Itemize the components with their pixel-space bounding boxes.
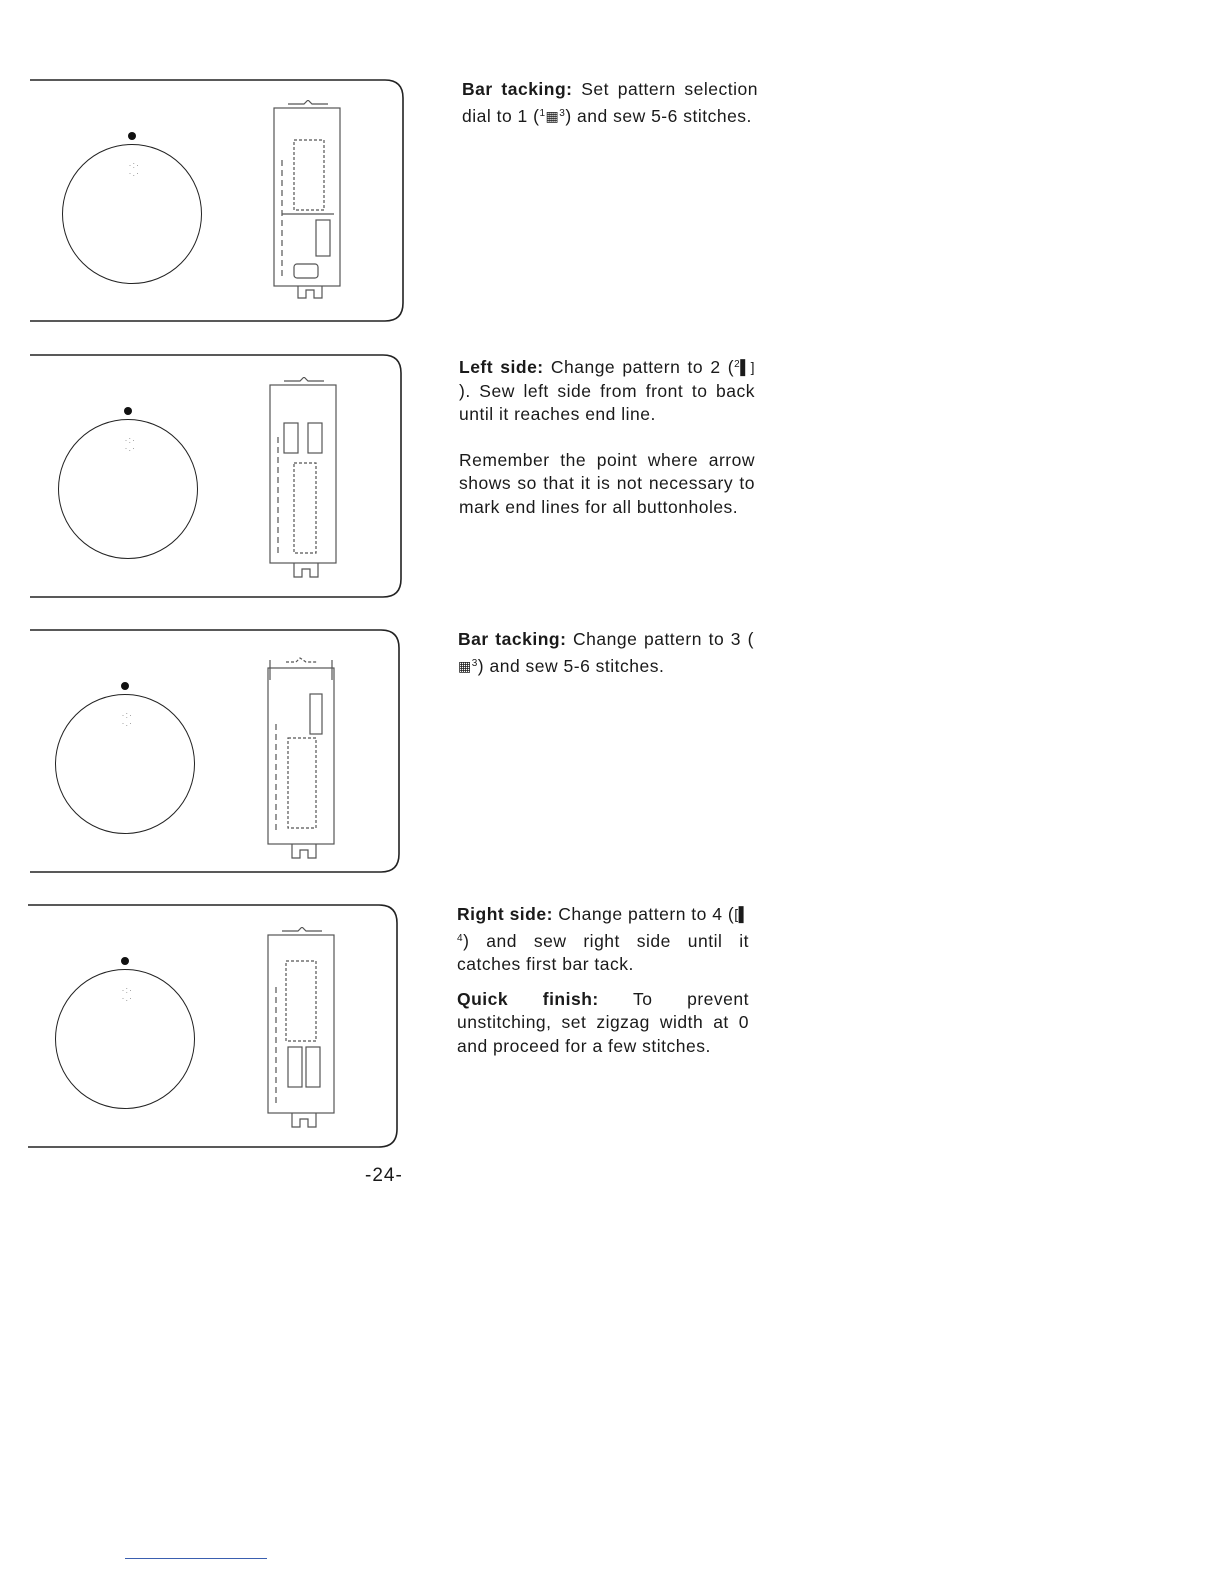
step-heading: Bar tacking:: [458, 629, 567, 649]
illustration-panel-4: [0, 903, 410, 1153]
indicator-dot: [128, 132, 136, 140]
buttonhole-foot-illustration: [262, 654, 342, 864]
dial-marks: ·:· ·.·: [128, 160, 141, 178]
pattern-symbol: ▦: [545, 107, 560, 124]
step-description-start: Change pattern to 4 (: [558, 904, 735, 924]
step-heading: Right side:: [457, 904, 553, 924]
step-description-end: ) and sew right side until it catches first bar tack.: [457, 930, 749, 974]
step-text-bar-tacking-2: [458, 628, 754, 700]
indicator-dot: [124, 407, 132, 415]
step-description-end: ) and sew 5-6 stitches.: [477, 655, 665, 676]
step-note: Remember the point where arrow shows so that it is not necessary to mark end lines for all buttonholes.: [459, 449, 755, 517]
step-heading: Bar tacking:: [462, 79, 573, 99]
quick-finish-heading: Quick finish:: [457, 988, 599, 1009]
step-description-end: ). Sew left side from front to back until it reaches end line.: [459, 380, 755, 424]
quick-finish-text: To prevent unstitching, set zigzag width at 0 and proceed for a few stitches.: [457, 988, 749, 1056]
buttonhole-foot-illustration: [268, 100, 348, 310]
pattern-prefix: 1: [539, 107, 546, 119]
pattern-symbol: [▌: [734, 906, 749, 922]
dial-marks: ·:· ·.·: [121, 985, 134, 1003]
pattern-dial: [55, 969, 195, 1109]
step-text-right-side: [457, 903, 749, 1080]
pattern-number: 4: [457, 932, 464, 944]
step-text-bar-tacking-1: [462, 78, 758, 150]
pattern-dial: [55, 694, 195, 834]
pattern-symbol: ▦: [458, 657, 472, 674]
step-description-end: ) and sew 5-6 stitches.: [565, 105, 752, 126]
buttonhole-foot-illustration: [262, 927, 342, 1137]
page-number: -24-: [365, 1165, 403, 1186]
step-heading: Left side:: [459, 357, 544, 377]
dial-marks: ·:· ·.·: [121, 710, 134, 728]
buttonhole-foot-illustration: [264, 377, 344, 587]
pattern-number: 3: [559, 107, 566, 119]
panel-frame: [0, 78, 410, 328]
footer-rule: [125, 1558, 267, 1559]
illustration-panel-3: [0, 628, 410, 878]
indicator-dot: [121, 957, 129, 965]
step-description-start: Change pattern to 2 (: [550, 357, 735, 377]
step-text-left-side: [459, 353, 755, 541]
pattern-prefix: 2: [734, 359, 741, 370]
dial-marks: ·:· ·.·: [124, 435, 137, 453]
illustration-panel-1: [0, 78, 410, 328]
pattern-dial: [58, 419, 198, 559]
step-description-start: Set pattern selection dial to 1 (: [462, 79, 758, 126]
indicator-dot: [121, 682, 129, 690]
pattern-number: 3: [471, 657, 478, 669]
illustration-panel-2: [0, 353, 410, 603]
step-description-start: Change pattern to 3 (: [573, 629, 754, 649]
pattern-symbol: ▌]: [740, 359, 755, 375]
pattern-dial: [62, 144, 202, 284]
